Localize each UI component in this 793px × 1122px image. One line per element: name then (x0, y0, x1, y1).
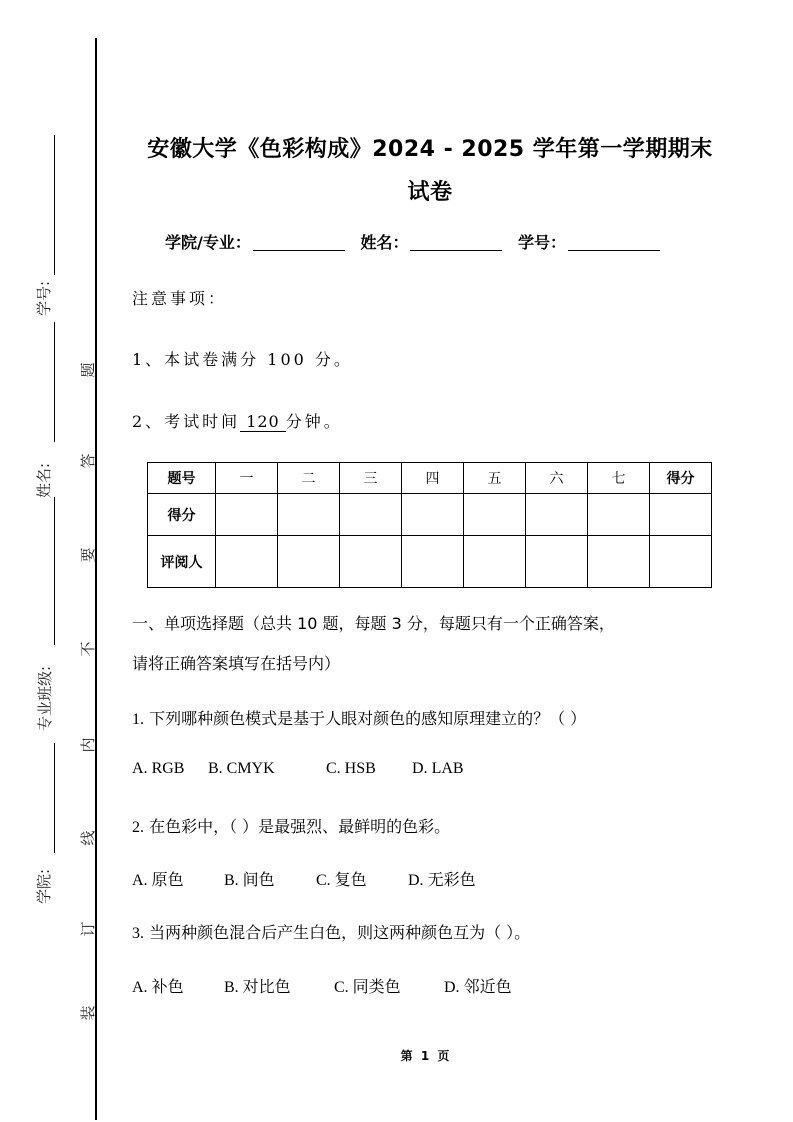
score-cell[interactable] (278, 494, 340, 536)
note-item-2 (132, 409, 343, 432)
binding-line (95, 38, 97, 1120)
option-text: CMYK (226, 760, 275, 777)
option-key: B. (208, 760, 223, 777)
option-c[interactable] (334, 974, 444, 997)
row-label: 得分 (148, 494, 216, 536)
student-id-field[interactable] (568, 234, 660, 251)
header-cell: 二 (278, 463, 340, 494)
reviewer-cell[interactable] (402, 536, 464, 588)
margin-college-label: 学院: (35, 868, 54, 905)
question-1-options (132, 760, 464, 778)
option-key: A. (132, 872, 148, 889)
option-key: B. (224, 979, 239, 996)
option-key: D. (412, 760, 428, 777)
header-cell: 得分 (650, 463, 712, 494)
margin-warning-char: 订 (79, 921, 97, 937)
option-d[interactable] (444, 974, 512, 997)
score-cell[interactable] (340, 494, 402, 536)
option-a[interactable] (132, 974, 224, 997)
option-c[interactable] (316, 867, 408, 890)
reviewer-cell[interactable] (526, 536, 588, 588)
option-a[interactable] (132, 867, 224, 890)
reviewer-cell[interactable] (588, 536, 650, 588)
option-key: C. (326, 760, 341, 777)
option-text: 复色 (334, 870, 367, 889)
section-1-heading-line2: 请将正确答案填写在括号内） (132, 654, 341, 673)
margin-warning-char: 内 (79, 737, 97, 753)
page-number: 第 1 页 (400, 1049, 450, 1063)
option-b[interactable] (224, 974, 334, 997)
header-cell: 三 (340, 463, 402, 494)
exam-title-line2: 试卷 (407, 180, 453, 205)
major-class-fill-line (54, 497, 55, 645)
option-key: A. (132, 979, 148, 996)
question-text: 在色彩中，（ ）是最强烈、最鲜明的色彩。 (149, 817, 451, 836)
option-key: D. (408, 872, 424, 889)
option-key: A. (132, 760, 148, 777)
name-label: 姓名： (360, 233, 409, 252)
exam-title-line1: 安徽大学《色彩构成》2024 - 2025 学年第一学期期末 (147, 137, 713, 162)
question-text: 下列哪种颜色模式是基于人眼对颜色的感知原理建立的？（ ） (149, 709, 587, 728)
reviewer-cell[interactable] (340, 536, 402, 588)
student-id-fill-line (54, 135, 55, 275)
reviewer-cell[interactable] (464, 536, 526, 588)
option-d[interactable] (412, 760, 464, 778)
question-number: 3. (132, 925, 144, 942)
question-2-options (132, 867, 476, 890)
margin-warning-char: 不 (79, 641, 97, 657)
margin-major-class-label: 专业班级: (36, 665, 55, 732)
note-item-1: 1、本试卷满分 100 分。 (132, 350, 353, 369)
header-cell: 七 (588, 463, 650, 494)
row-label: 评阅人 (148, 536, 216, 588)
score-table (147, 462, 712, 588)
college-major-label: 学院/专业： (165, 233, 251, 252)
college-major-field[interactable] (253, 234, 345, 251)
option-text: 补色 (151, 977, 184, 996)
margin-warning-char: 线 (79, 830, 97, 846)
option-text: 原色 (151, 870, 184, 889)
score-cell[interactable] (650, 494, 712, 536)
option-key: D. (444, 979, 460, 996)
option-text: LAB (431, 760, 464, 777)
score-table-header-row (148, 463, 712, 494)
option-key: C. (334, 979, 349, 996)
header-cell: 五 (464, 463, 526, 494)
margin-warning-char: 要 (79, 547, 97, 563)
notes-heading: 注意事项： (132, 289, 228, 308)
header-cell: 四 (402, 463, 464, 494)
question-3 (132, 920, 530, 943)
question-number: 1. (132, 711, 144, 728)
score-cell[interactable] (588, 494, 650, 536)
student-info-line (165, 230, 670, 253)
question-number: 2. (132, 819, 144, 836)
option-b[interactable] (192, 760, 326, 778)
question-2 (132, 814, 450, 837)
question-3-options (132, 974, 512, 997)
reviewer-cell[interactable] (216, 536, 278, 588)
margin-warning-char: 装 (79, 1005, 97, 1021)
option-text: 间色 (242, 870, 275, 889)
score-cell[interactable] (402, 494, 464, 536)
option-a[interactable] (132, 760, 192, 778)
margin-warning-char: 题 (79, 362, 97, 378)
name-field[interactable] (410, 234, 502, 251)
option-key: C. (316, 872, 331, 889)
reviewer-cell[interactable] (278, 536, 340, 588)
section-1-heading-line1: 一、单项选择题（总共 10 题，每题 3 分，每题只有一个正确答案， (132, 614, 615, 633)
name-fill-line-upper (54, 322, 55, 442)
question-1 (132, 706, 586, 729)
option-d[interactable] (408, 867, 476, 890)
score-cell[interactable] (464, 494, 526, 536)
score-cell[interactable] (526, 494, 588, 536)
option-text: RGB (151, 760, 185, 777)
question-text: 当两种颜色混合后产生白色，则这两种颜色互为（ ）。 (149, 923, 531, 942)
margin-warning-char: 答 (79, 453, 97, 469)
college-fill-line (54, 743, 55, 853)
student-id-label: 学号： (518, 233, 567, 252)
reviewer-cell[interactable] (650, 536, 712, 588)
header-cell: 一 (216, 463, 278, 494)
option-key: B. (224, 872, 239, 889)
margin-name-label: 姓名: (35, 462, 54, 499)
note-item-2-prefix: 2、考试时间 (132, 412, 241, 431)
option-text: 对比色 (242, 977, 291, 996)
header-cell: 题号 (148, 463, 216, 494)
option-c[interactable] (326, 760, 412, 778)
reviewer-row (148, 536, 712, 588)
exam-duration-value: 120 (240, 412, 286, 432)
option-b[interactable] (224, 867, 316, 890)
margin-student-id-label: 学号: (35, 280, 54, 317)
option-text: HSB (344, 760, 376, 777)
option-text: 邻近色 (463, 977, 512, 996)
score-cell[interactable] (216, 494, 278, 536)
option-text: 同类色 (352, 977, 401, 996)
score-row (148, 494, 712, 536)
option-text: 无彩色 (427, 870, 476, 889)
header-cell: 六 (526, 463, 588, 494)
note-item-2-suffix: 分钟。 (285, 412, 343, 431)
